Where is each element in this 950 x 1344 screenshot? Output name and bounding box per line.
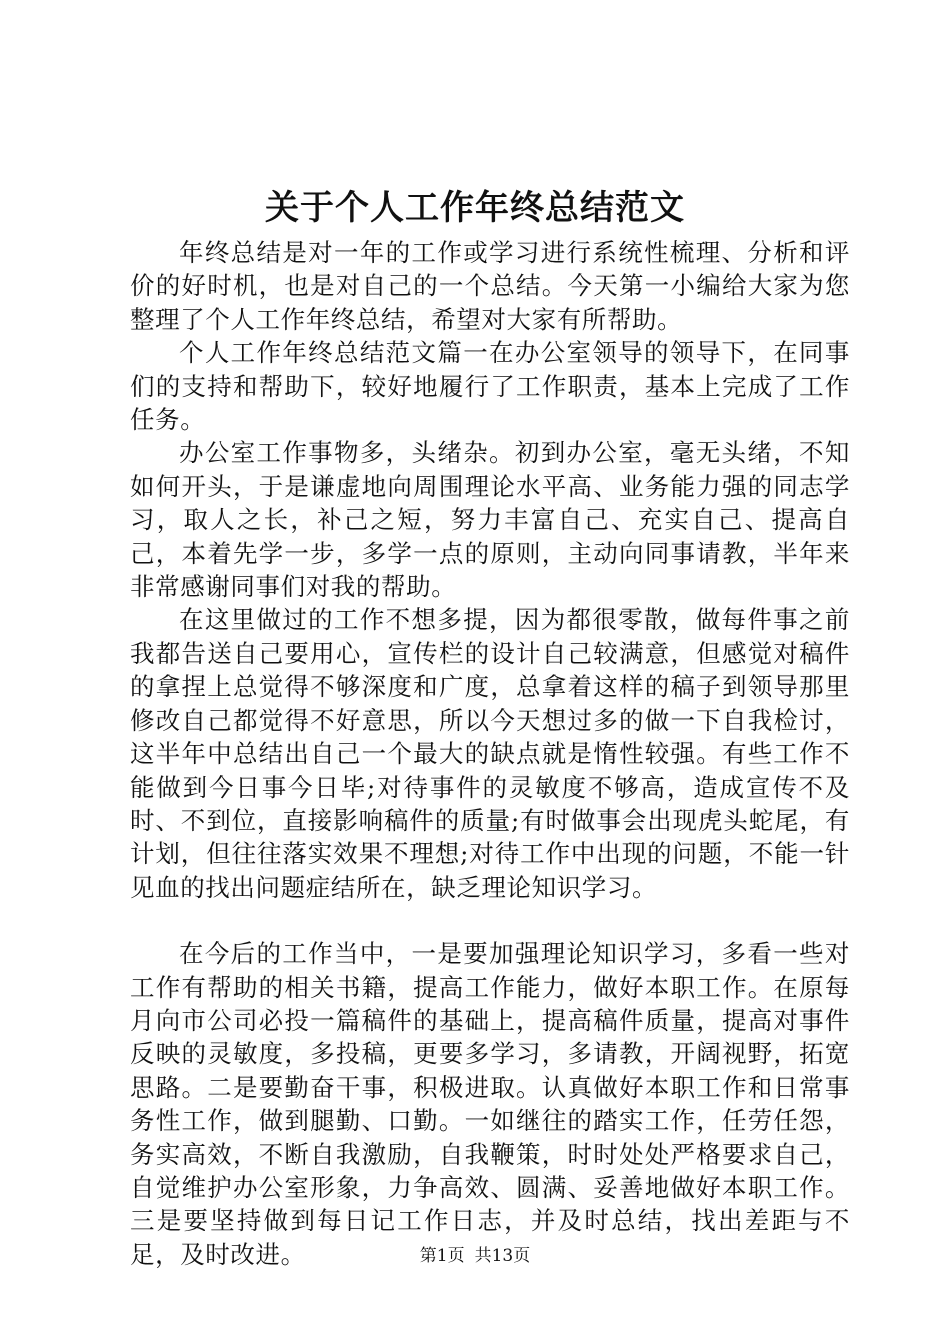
paragraph-office-work: 办公室工作事物多，头绪杂。初到办公室，毫无头绪，不知如何开头，于是谦虚地向周围理论水平高、业务能力强的同志学习，取人之长，补己之短，努力丰富自己、充实自己、提高自己，本着先学一步，多学一点的原则，主动向同事请教，半年来非常感谢同事们对我的帮助。 [130, 438, 850, 602]
document-title: 关于个人工作年终总结范文 [265, 188, 685, 228]
page-footer [0, 1244, 950, 1268]
paragraph-future-plans: 在今后的工作当中，一是要加强理论知识学习，多看一些对工作有帮助的相关书籍，提高工作能力，做好本职工作。在原每月向市公司必投一篇稿件的基础上，提高稿件质量，提高对事件反映的灵敏度，多投稿，更要多学习，多请教，开阔视野，拓宽思路。二是要勤奋干事，积极进取。认真做好本职工作和日常事务性工作，做到腿勤、口勤。一如继往的踏实工作，任劳任怨，务实高效，不断自我激励，自我鞭策，时时处处严格要求自己，自觉维护办公室形象，力争高效、圆满、妥善地做好本职工作。三是要坚持做到每日记工作日志，并及时总结，找出差距与不足，及时改进。 [130, 939, 850, 1269]
document-body [130, 236, 850, 1271]
paragraph-summary-opening: 个人工作年终总结范文篇一在办公室领导的领导下，在同事们的支持和帮助下，较好地履行了工作职责，基本上完成了工作任务。 [130, 338, 850, 435]
paragraph-intro: 年终总结是对一年的工作或学习进行系统性梳理、分析和评价的好时机，也是对自己的一个总结。今天第一小编给大家为您整理了个人工作年终总结，希望对大家有所帮助。 [130, 238, 850, 334]
page-total: 共13页 [474, 1246, 531, 1266]
page-number: 第1页 [419, 1246, 465, 1266]
paragraph-self-review: 在这里做过的工作不想多提，因为都很零散，做每件事之前我都告送自己要用心，宣传栏的设计自己较满意，但感觉对稿件的拿捏上总觉得不够深度和广度，总拿着这样的稿子到领导那里修改自己都觉得不好意思，所以今天想过多的做一下自我检讨，这半年中总结出自己一个最大的缺点就是惰性较强。有些工作不能做到今日事今日毕;对待事件的灵敏度不够高，造成宣传不及时、不到位，直接影响稿件的质量;有时做事会出现虎头蛇尾，有计划，但往往落实效果不理想;对待工作中出现的问题，不能一针见血的找出问题症结所在，缺乏理论知识学习。 [130, 605, 850, 902]
